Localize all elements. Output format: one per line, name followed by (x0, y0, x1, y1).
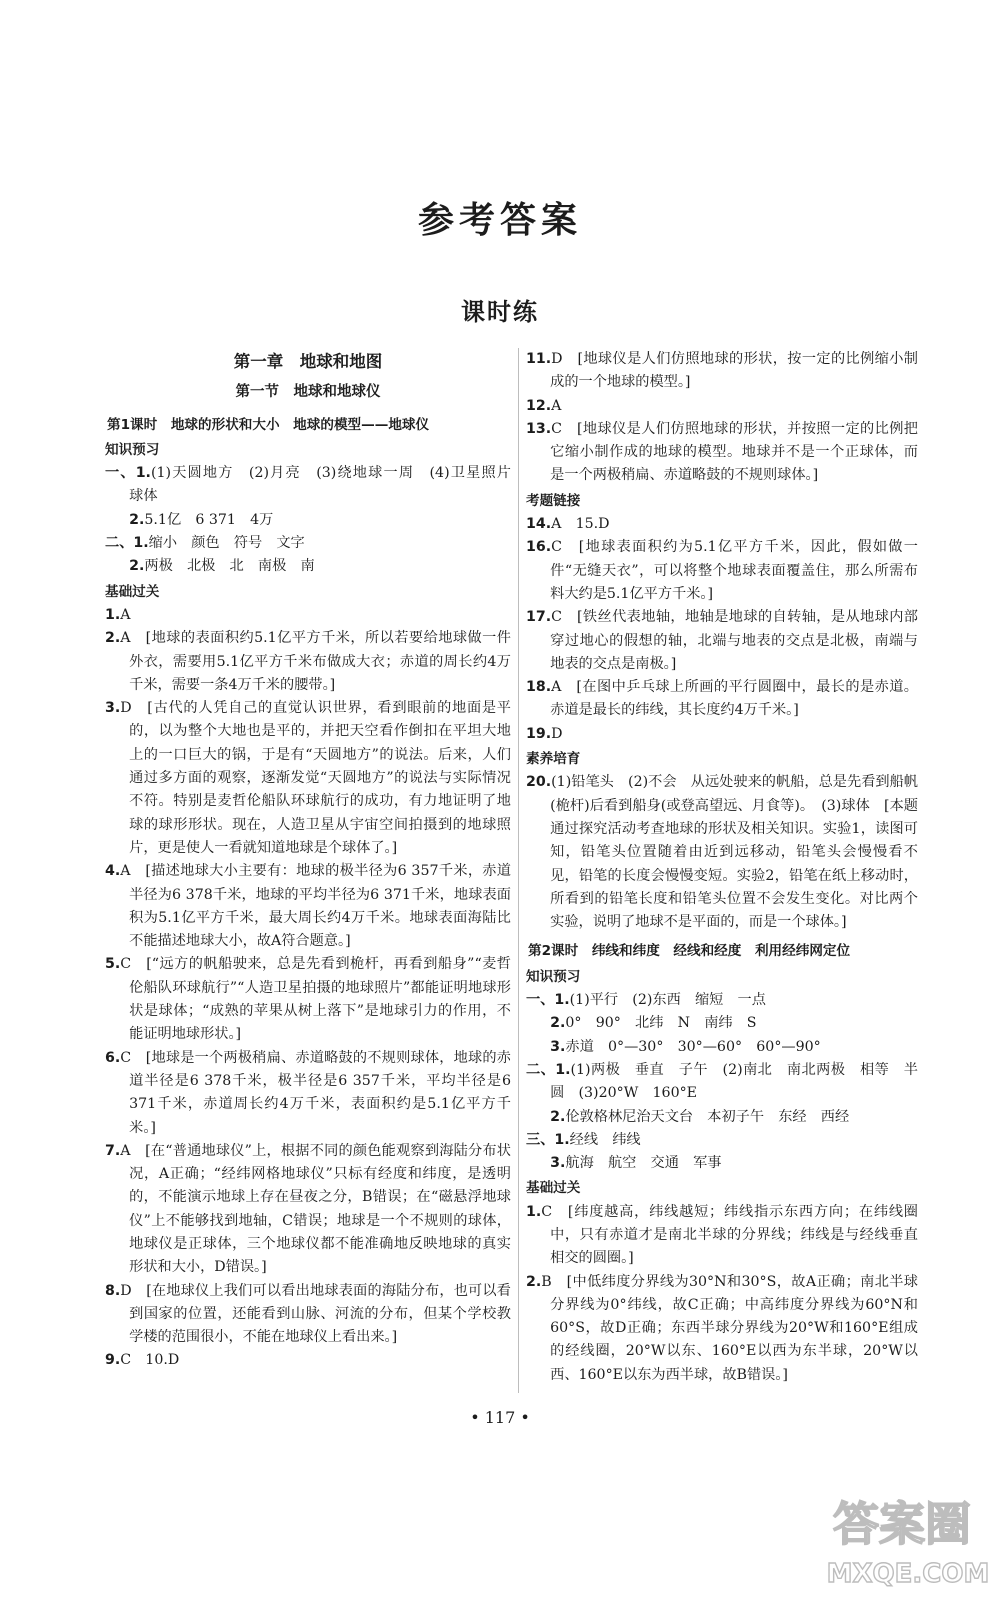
answer-item: 1.A (105, 606, 131, 623)
answer-item: 2.A [地球的表面积约5.1亿平方千米，所以若要给地球做一件外衣，需要用5.1亿平方千米布做成大衣；赤道的周长约4万千米，需要一条4万千米的腰带。] (105, 630, 511, 693)
answer-item: 2.B [中低纬度分界线为30°N和30°S，故A正确；南北半球分界线为0°纬线，故C正确；中高纬度分界线为60°N和60°S，故D正确；东西半球分界线为20°W和160°E组成的经线圈，20°W以东、160°E以西为东半球，20°W以西、160°E以东为西半球，故B错误。] (526, 1273, 918, 1383)
answer-item: 11.D [地球仪是人们仿照地球的形状，按一定的比例缩小制成的一个地球的模型。] (526, 351, 918, 391)
answer-item: 2.5.1亿 6 371 4万 (129, 511, 274, 528)
answer-item: 1.C [纬度越高，纬线越短；纬线指示东西方向；在纬线圈中，只有赤道才是南北半球的分界线；纬线是与经线垂直相交的圆圈。] (526, 1203, 918, 1267)
heading-basic-2: 基础过关 (526, 1180, 581, 1197)
page-number: • 117 • (470, 1408, 530, 1427)
heading-preview-2: 知识预习 (526, 968, 581, 985)
answer-item: 一、1.(1)平行 (2)东西 缩短 一点 (526, 992, 766, 1009)
lesson-2-heading: 第2课时 纬线和纬度 经线和经度 利用经纬网定位 (528, 943, 851, 960)
lesson-1-heading: 第1课时 地球的形状和大小 地球的模型——地球仪 (107, 416, 430, 433)
heading-exam: 考题链接 (526, 492, 581, 509)
answer-item: 3.赤道 0°—30° 30°—60° 60°—90° (550, 1038, 821, 1055)
answer-item: 19.D (526, 725, 563, 742)
watermark-logo (812, 1478, 994, 1594)
answer-item: 4.A [描述地球大小主要有：地球的极半径为6 357千米，赤道半径为6 378千米，地球的平均半径为6 371千米，地球表面积为5.1亿平方千米，最大周长约4万千米。地球表面海陆比不能描述地球大小，故A符合题意。] (105, 863, 511, 950)
answer-item: 16.C [地球表面积约为5.1亿平方千米，因此，假如做一件“无缝天衣”，可以将整个地球表面覆盖住，那么所需布料大约是5.1亿平方千米。] (526, 539, 918, 602)
answer-item: 9.C 10.D (105, 1352, 180, 1369)
answer-item: 2.伦敦格林尼治天文台 本初子午 东经 西经 (550, 1108, 850, 1125)
page-title: 参考答案 (417, 200, 582, 241)
heading-preview: 知识预习 (105, 441, 160, 458)
right-column (526, 348, 918, 1387)
answer-item: 2.0° 90° 北纬 N 南纬 S (550, 1015, 757, 1032)
watermark-url: MXQE.COM (826, 1559, 990, 1589)
answer-item: 7.A [在“普通地球仪”上，根据不同的颜色能观察到海陆分布状况，A正确；“经纬网格地球仪”只标有经度和纬度，是透明的，不能演示地球上存在昼夜之分，B错误；在“磁悬浮地球仪”上不能够找到地轴，C错误；地球是一个不规则的球体，地球仪是正球体，三个地球仪都不能准确地反映地球的真实形状和大小，D错误。] (105, 1142, 511, 1276)
answer-item: 6.C [地球是一个两极稍扁、赤道略鼓的不规则球体，地球的赤道半径是6 378千米，极半径是6 357千米，平均半径是6 371千米，赤道周长约4万千米，表面积约是5.1亿平方千米。] (105, 1049, 511, 1136)
answer-item: 5.C [“远方的帆船驶来，总是先看到桅杆，再看到船身”“麦哲伦船队环球航行”“人造卫星拍摄的地球照片”都能证明地球形状是球体；“成熟的苹果从树上落下”是地球引力的作用，不能证明地球形状。] (105, 956, 511, 1043)
page-subtitle: 课时练 (461, 298, 539, 326)
answer-item: 2.两极 北极 北 南极 南 (129, 558, 315, 575)
answer-item: 8.D [在地球仪上我们可以看出地球表面的海陆分布，也可以看到国家的位置，还能看到山脉、河流的分布，但某个学校教学楼的范围很小，不能在地球仪上看出来。] (105, 1282, 511, 1346)
answer-item: 一、1.(1)天圆地方 (2)月亮 (3)绕地球一周 (4)卫星照片 球体 (105, 465, 526, 505)
answer-item: 20.(1)铅笔头 (2)不会 从远处驶来的帆船，总是先看到船帆(桅杆)后看到船身(或登高望远、月食等)。 (3)球体 [本题通过探究活动考查地球的形状及相关知识。实验1，读图可知，铅笔头位置随着由近到远移动，铅笔头会慢慢看不见，铅笔的长度会慢慢变短。实验2，铅笔在纸上移动时，所看到的铅笔长度和铅笔头位置不会发生变化。对比两个实验，说明了地球不是平面的，而是一个球体。] (526, 774, 918, 931)
answer-item: 13.C [地球仪是人们仿照地球的形状，并按照一定的比例把它缩小制作成的地球的模型。地球并不是一个正球体，而是一个两极稍扁、赤道略鼓的不规则球体。] (526, 420, 918, 484)
answer-item: 14.A 15.D (526, 516, 610, 533)
answer-item: 二、1.缩小 颜色 符号 文字 (105, 535, 305, 552)
watermark-text: 答案圈 (833, 1497, 971, 1551)
chapter-heading: 第一章 地球和地图 (233, 352, 383, 371)
heading-basic: 基础过关 (105, 583, 160, 600)
answer-item: 3.航海 航空 交通 军事 (550, 1155, 722, 1172)
answer-item: 18.A [在图中乒乓球上所画的平行圆圈中，最长的是赤道。赤道是最长的纬线，其长度约4万千米。] (526, 679, 918, 719)
answer-item: 三、1.经线 纬线 (526, 1131, 641, 1148)
answer-item: 3.D [古代的人凭自己的直觉认识世界，看到眼前的地面是平的，以为整个大地也是平的，并把天空看作倒扣在平坦大地上的一口巨大的锅，于是有“天圆地方”的说法。后来，人们通过多方面的观察，逐渐发觉“天圆地方”的说法与实际情况不符。特别是麦哲伦船队环球航行的成功，有力地证明了地球的球形形状。现在，人造卫星从宇宙空间拍摄到的地球照片，更是使人一看就知道地球是个球体了。] (105, 700, 511, 856)
answer-item: 12.A (526, 397, 562, 414)
left-column (105, 348, 526, 1373)
column-divider (518, 348, 519, 1393)
heading-literacy: 素养培育 (526, 751, 581, 768)
answer-item: 二、1.(1)两极 垂直 子午 (2)南北 南北两极 相等 半圆 (3)20°W 160°E (526, 1061, 918, 1102)
section-heading: 第一节 地球和地球仪 (235, 384, 381, 401)
answer-item: 17.C [铁丝代表地轴，地轴是地球的自转轴，是从地球内部穿过地心的假想的轴，北端与地表的交点是北极，南端与地表的交点是南极。] (526, 609, 918, 672)
